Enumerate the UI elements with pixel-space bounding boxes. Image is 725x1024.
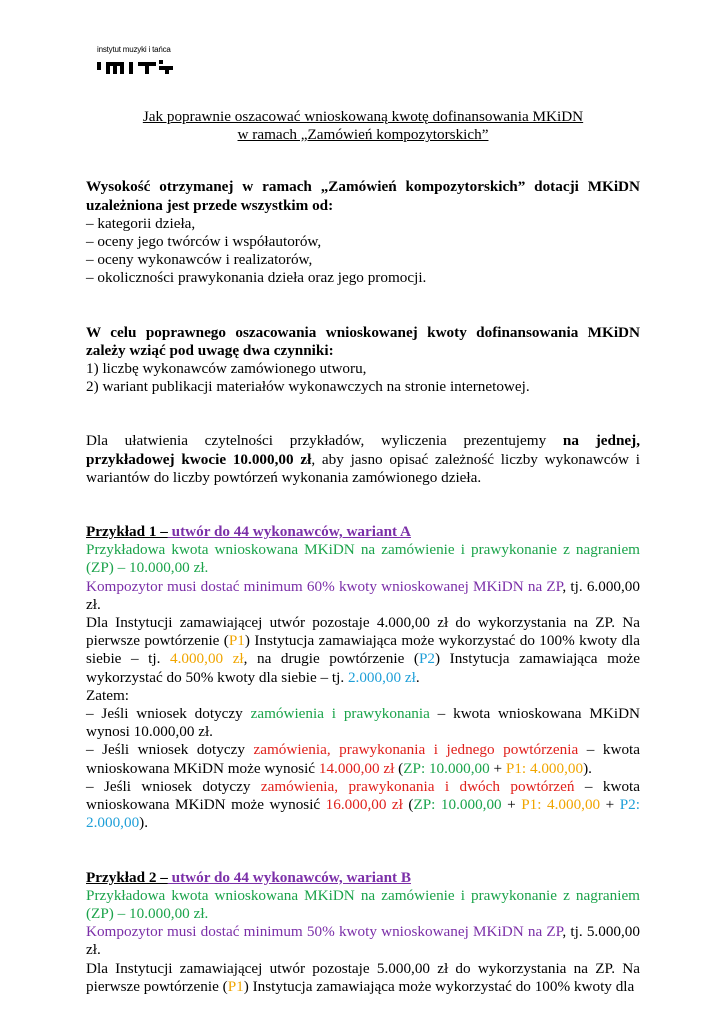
example-1-zatem: Zatem: <box>86 686 130 704</box>
list-item: 1) liczbę wykonawców zamówionego utworu, <box>86 360 367 378</box>
example-1 <box>86 523 640 832</box>
example-2-amount: Przykładowa kwota wnioskowana MKiDN na zamówienie i prawykonanie z nagraniem (ZP) – 10.000,00 zł. <box>86 886 640 922</box>
example-1-composer: Kompozytor musi dostać minimum 60% kwoty wnioskowanej MKiDN na ZP, tj. 6.000,00 zł. <box>86 577 640 613</box>
example-1-case-1: – Jeśli wniosek dotyczy zamówienia i prawykonania – kwota wnioskowana MKiDN wynosi 10.000,00 zł. <box>86 705 641 741</box>
section2-lead: W celu poprawnego oszacowania wnioskowanej kwoty dofinansowania MKiDN zależy wziąć pod uwagę dwa czynniki: <box>86 323 640 359</box>
title-line-1: Jak poprawnie oszacować wnioskowaną kwotę dofinansowania MKiDN <box>142 108 584 125</box>
section1-lead: Wysokość otrzymanej w ramach „Zamówień kompozytorskich” dotacji MKiDN uzależniona jest przede wszystkim od: <box>86 178 640 214</box>
example-2-title: Przykład 2 – utwór do 44 wykonawców, wariant B <box>86 868 412 886</box>
section-example-note <box>86 432 640 487</box>
list-item: – kategorii dzieła, <box>86 214 196 232</box>
example-1-case-3: – Jeśli wniosek dotyczy zamówienia, prawykonania i dwóch powtórzeń – kwota wnioskowana MKiDN może wynosić 16.000,00 zł (ZP: 10.000,00 + P1: 4.000,00 + P2: 2.000,00). <box>86 777 641 832</box>
example-1-title: Przykład 1 – utwór do 44 wykonawców, wariant A <box>86 523 412 541</box>
example-2-composer: Kompozytor musi dostać minimum 50% kwoty wnioskowanej MKiDN na ZP, tj. 5.000,00 zł. <box>86 923 640 959</box>
example-2 <box>86 869 640 996</box>
section-factors <box>86 178 640 287</box>
title-line-2: w ramach „Zamówień kompozytorskich” <box>237 126 489 144</box>
example-2-institution: Dla Instytucji zamawiającej utwór pozostaje 5.000,00 zł do wykorzystania na ZP. Na pierwsze powtórzenie (P1) Instytucja zamawiająca może wykorzystać do 100% kwoty dla <box>86 959 640 995</box>
list-item: – oceny wykonawców i realizatorów, <box>86 251 313 269</box>
page-title <box>86 108 640 144</box>
section-estimation <box>86 324 640 397</box>
list-item: – okoliczności prawykonania dzieła oraz jego promocji. <box>86 269 427 287</box>
example-1-case-2: – Jeśli wniosek dotyczy zamówienia, prawykonania i jednego powtórzenia – kwota wnioskowana MKiDN może wynosić 14.000,00 zł (ZP: 10.000,00 + P1: 4.000,00). <box>86 741 640 777</box>
example-1-amount: Przykładowa kwota wnioskowana MKiDN na zamówienie i prawykonanie z nagraniem (ZP) – 10.000,00 zł. <box>86 541 640 577</box>
imit-logo-mark-icon <box>97 60 177 74</box>
example-1-institution: Dla Instytucji zamawiającej utwór pozostaje 4.000,00 zł do wykorzystania na ZP. Na pierwsze powtórzenie (P1) Instytucja zamawiająca może wykorzystać do 100% kwoty dla siebie – tj. 4.000,00 zł, na drugie powtórzenie (P2) Instytucja zamawiająca może wykorzystać do 50% kwoty dla siebie – tj. 2.000,00 zł. <box>86 614 641 686</box>
list-item: 2) wariant publikacji materiałów wykonawczych na stronie internetowej. <box>86 378 530 396</box>
section3-paragraph: Dla ułatwienia czytelności przykładów, wyliczenia prezentujemy na jednej, przykładowej kwocie 10.000,00 zł, aby jasno opisać zależność liczby wykonawców i wariantów do liczby powtórzeń wykonania zamówionego dzieła. <box>86 432 640 486</box>
logo-text: instytut muzyki i tańca <box>97 45 171 54</box>
document-body <box>86 108 640 996</box>
list-item: – oceny jego twórców i współautorów, <box>86 233 322 251</box>
logo <box>97 45 177 74</box>
